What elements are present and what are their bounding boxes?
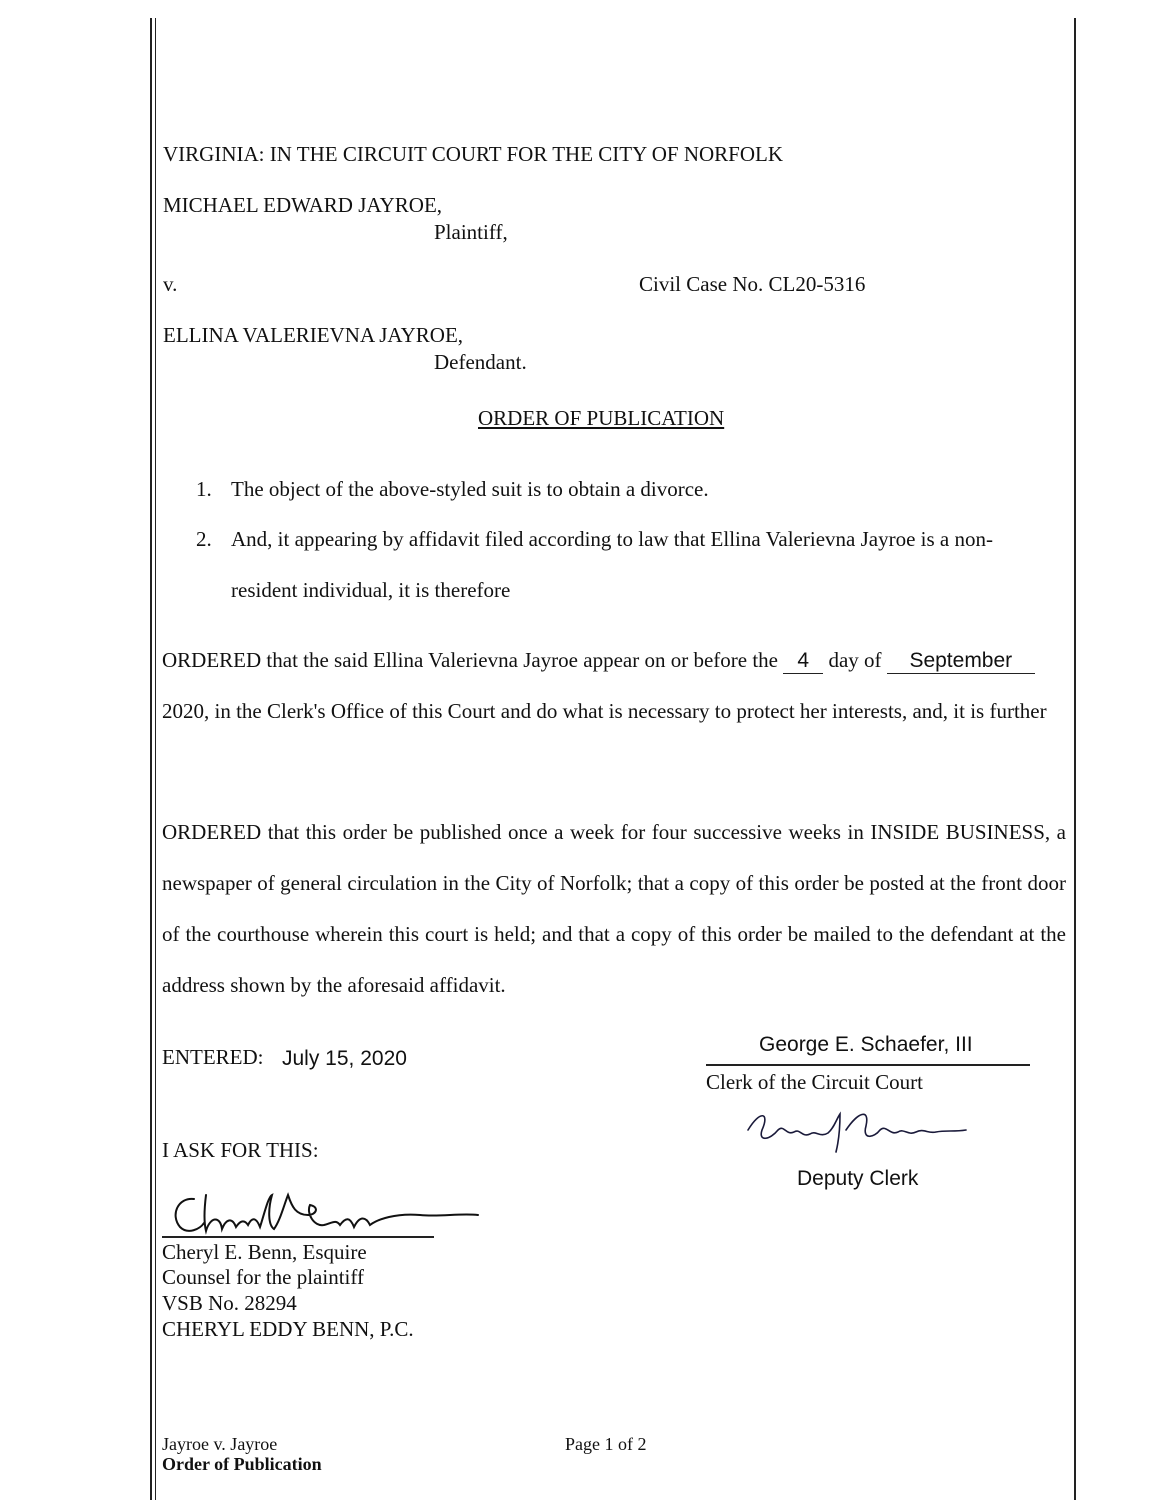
defendant-role: Defendant. bbox=[434, 350, 527, 374]
counsel-signature bbox=[160, 1185, 490, 1240]
footer-page: Page 1 of 2 bbox=[565, 1434, 647, 1454]
plaintiff-role: Plaintiff, bbox=[434, 220, 508, 244]
deputy-clerk-label: Deputy Clerk bbox=[797, 1167, 919, 1190]
court-caption: VIRGINIA: IN THE CIRCUIT COURT FOR THE CITY OF NORFOLK bbox=[163, 142, 784, 166]
ordered1-day: 4 bbox=[783, 649, 823, 674]
case-number: Civil Case No. CL20-5316 bbox=[639, 272, 866, 296]
counsel-role: Counsel for the plaintiff bbox=[162, 1265, 364, 1289]
defendant-name: ELLINA VALERIEVNA JAYROE, bbox=[163, 323, 464, 347]
footer-doc-name: Order of Publication bbox=[162, 1454, 322, 1474]
item-2-number: 2. bbox=[196, 527, 212, 551]
clerk-name: George E. Schaefer, III bbox=[759, 1033, 973, 1056]
counsel-signature-line bbox=[162, 1236, 434, 1238]
plaintiff-name: MICHAEL EDWARD JAYROE, bbox=[163, 193, 443, 217]
ordered1-line1 bbox=[162, 648, 1035, 674]
footer-case-short: Jayroe v. Jayroe bbox=[162, 1434, 278, 1454]
counsel-firm: CHERYL EDDY BENN, P.C. bbox=[162, 1317, 414, 1341]
ordered1-continuation: 2020, in the Clerk's Office of this Court and do what is necessary to protect her interests, and, it is further bbox=[162, 699, 1047, 723]
item-2-text-line2: resident individual, it is therefore bbox=[231, 578, 511, 602]
versus: v. bbox=[163, 272, 178, 296]
order-title: ORDER OF PUBLICATION bbox=[478, 406, 725, 430]
item-2-text-line1: And, it appearing by affidavit filed according to law that Ellina Valerievna Jayroe is a non- bbox=[231, 527, 993, 551]
item-1-text: The object of the above-styled suit is to obtain a divorce. bbox=[231, 477, 709, 501]
left-margin-line-inner bbox=[155, 18, 156, 1500]
ordered1-month: September bbox=[887, 649, 1035, 674]
item-1-number: 1. bbox=[196, 477, 212, 501]
counsel-vsb: VSB No. 28294 bbox=[162, 1291, 297, 1315]
clerk-title: Clerk of the Circuit Court bbox=[706, 1070, 923, 1094]
right-margin-line bbox=[1074, 18, 1076, 1500]
ordered1-mid: day of bbox=[828, 648, 882, 672]
left-margin-line bbox=[150, 18, 152, 1500]
entered-label: ENTERED: bbox=[162, 1045, 264, 1069]
counsel-name: Cheryl E. Benn, Esquire bbox=[162, 1240, 367, 1264]
ordered2-paragraph: ORDERED that this order be published once a week for four successive weeks in INSIDE BUSINESS, a newspaper of general circulation in the City of Norfolk; that a copy of this order be posted at the front door of the courthouse wherein this court is held; and that a copy of this order be mailed to the defendant at the address shown by the aforesaid affidavit. bbox=[162, 820, 1066, 997]
deputy-clerk-signature bbox=[740, 1100, 980, 1160]
clerk-signature-line bbox=[706, 1064, 1030, 1066]
ordered1-before: ORDERED that the said Ellina Valerievna Jayroe appear on or before the bbox=[162, 648, 778, 672]
entered-date: July 15, 2020 bbox=[282, 1047, 407, 1070]
ask-label: I ASK FOR THIS: bbox=[162, 1138, 319, 1162]
